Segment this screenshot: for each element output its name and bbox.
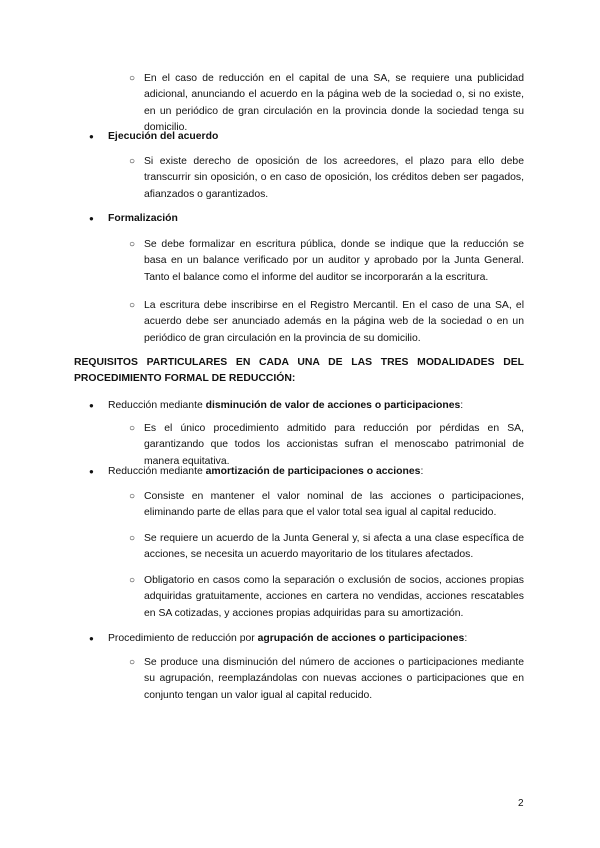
list-item-text: Se debe formalizar en escritura pública, donde se indique que la reducción se basa en un balance verificado por un auditor y aprobado por la Junta General. Tanto el balance como el informe del auditor se incorporarán a la escritura.: [144, 239, 524, 283]
circle-bullet-icon: ○: [129, 491, 136, 502]
circle-bullet-icon: ○: [129, 657, 136, 668]
list-item-text: Si existe derecho de oposición de los acreedores, el plazo para ello debe transcurrir sin oposición, o en caso de oposición, los créditos deben ser pagados, afianzados o garantizados.: [144, 156, 524, 200]
list-item-heading: Reducción mediante amortización de participaciones o acciones:: [108, 466, 424, 477]
list-item-text: Se requiere un acuerdo de la Junta General y, si afecta a una clase específica de acciones, se necesita un acuerdo mayoritario de los titulares afectados.: [144, 533, 524, 561]
circle-bullet-icon: ○: [129, 239, 136, 250]
list-item-text: Obligatorio en casos como la separación o exclusión de socios, acciones propias adquiridas gratuitamente, acciones en cartera no vendidas, acciones rescatables en SA cotizadas, y acciones propias adquiridas para su amortización.: [144, 575, 524, 619]
list-item-text: Se produce una disminución del número de acciones o participaciones mediante su agrupación, reemplazándolas con nuevas acciones o participaciones que en conjunto tengan un valor igual al capital reducido.: [144, 657, 524, 701]
list-item-heading: Procedimiento de reducción por agrupación de acciones o participaciones:: [108, 633, 468, 644]
list-item-text: En el caso de reducción en el capital de una SA, se requiere una publicidad adicional, anunciando el acuerdo en la página web de la sociedad o, si no existe, en un periódico de gran circulación en la provincia donde la sociedad tenga su domicilio.: [144, 73, 524, 133]
section-heading: Ejecución del acuerdo: [108, 131, 219, 142]
list-item-text: Es el único procedimiento admitido para reducción por pérdidas en SA, garantizando que todos los accionistas sufran el menoscabo patrimonial de manera equitativa.: [144, 423, 524, 467]
bullet-icon: ●: [89, 132, 94, 141]
page-number: 2: [518, 798, 524, 809]
section-heading: Formalización: [108, 213, 178, 224]
bullet-icon: ●: [89, 634, 94, 643]
circle-bullet-icon: ○: [129, 73, 136, 84]
list-item-text: La escritura debe inscribirse en el Registro Mercantil. En el caso de una SA, el acuerdo debe ser anunciado además en la página web de la sociedad o en un periódico de gran circulación en la provincia de su domicilio.: [144, 300, 524, 344]
circle-bullet-icon: ○: [129, 533, 136, 544]
list-item-text: Consiste en mantener el valor nominal de las acciones o participaciones, eliminando parte de ellas para que el valor total sea igual al capital reducido.: [144, 491, 524, 519]
circle-bullet-icon: ○: [129, 575, 136, 586]
list-item-heading: Reducción mediante disminución de valor de acciones o participaciones:: [108, 400, 464, 411]
bullet-icon: ●: [89, 401, 94, 410]
bullet-icon: ●: [89, 214, 94, 223]
circle-bullet-icon: ○: [129, 300, 136, 311]
circle-bullet-icon: ○: [129, 423, 136, 434]
bullet-icon: ●: [89, 467, 94, 476]
section-title: REQUISITOS PARTICULARES EN CADA UNA DE LAS TRES MODALIDADES DEL PROCEDIMIENTO FORMAL DE REDUCCIÓN:: [74, 357, 524, 385]
circle-bullet-icon: ○: [129, 156, 136, 167]
